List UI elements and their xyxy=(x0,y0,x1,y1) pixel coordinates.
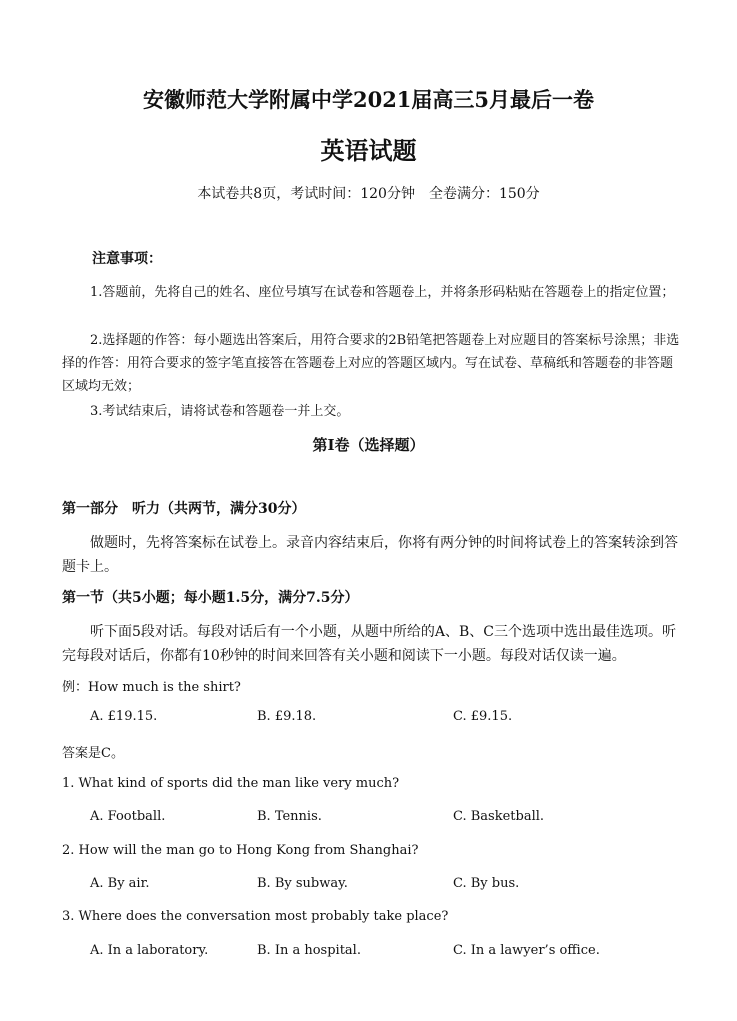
question-2-option-b: B. By subway. xyxy=(257,876,348,891)
question-1: 1. What kind of sports did the man like very much? xyxy=(62,776,400,791)
example-option-b: B. £9.18. xyxy=(257,709,317,724)
question-3-option-b: B. In a hospital. xyxy=(257,943,361,958)
section1-heading: 第一节（共5小题；每小题1.5分，满分7.5分） xyxy=(62,590,359,606)
school-title: 安徽师范大学附属中学2021届高三5月最后一卷 xyxy=(142,87,595,112)
notice-item-2: 2.选择题的作答：每小题选出答案后，用符合要求的2B铅笔把答题卷上对应题目的答案标号涂黑；非选择的作答：用符合要求的签字笔直接答在答题卷上对应的答题区域内。写在试卷、草稿纸和答题卷的非答题区域均无效； xyxy=(62,333,680,394)
question-2: 2. How will the man go to Hong Kong from Shanghai? xyxy=(62,843,419,858)
question-3: 3. Where does the conversation most probably take place? xyxy=(62,909,449,924)
question-1-option-a: A. Football. xyxy=(90,809,166,824)
subject-title: 英语试题 xyxy=(320,136,417,165)
volume-title: 第Ⅰ卷（选择题） xyxy=(312,436,425,454)
example-option-c: C. £9.15. xyxy=(453,709,513,724)
question-1-option-b: B. Tennis. xyxy=(257,809,322,824)
notice-heading: 注意事项： xyxy=(92,251,162,267)
exam-info: 本试卷共8页，考试时间：120分钟 全卷满分：150分 xyxy=(197,186,540,202)
notice-item-1: 1.答题前，先将自己的姓名、座位号填写在试卷和答题卷上，并将条形码粘贴在答题卷上的指定位置； xyxy=(90,285,675,300)
part1-intro: 做题时，先将答案标在试卷上。录音内容结束后，你将有两分钟的时间将试卷上的答案转涂到答题卡上。 xyxy=(62,535,678,575)
part1-heading: 第一部分 听力（共两节，满分30分） xyxy=(62,501,306,517)
example-question: 例：How much is the shirt? xyxy=(62,680,241,695)
example-answer: 答案是C。 xyxy=(62,746,124,761)
question-3-option-c: C. In a lawyer’s office. xyxy=(453,943,600,958)
question-3-option-a: A. In a laboratory. xyxy=(90,943,209,958)
question-2-option-a: A. By air. xyxy=(90,876,150,891)
section1-intro: 听下面5段对话。每段对话后有一个小题，从题中所给的A、B、C三个选项中选出最佳选项。听完每段对话后，你都有10秒钟的时间来回答有关小题和阅读下一小题。每段对话仅读一遍。 xyxy=(62,624,677,664)
notice-item-3: 3.考试结束后，请将试卷和答题卷一并上交。 xyxy=(90,404,350,419)
question-1-option-c: C. Basketball. xyxy=(453,809,545,824)
example-option-a: A. £19.15. xyxy=(90,709,158,724)
question-2-option-c: C. By bus. xyxy=(453,876,520,891)
